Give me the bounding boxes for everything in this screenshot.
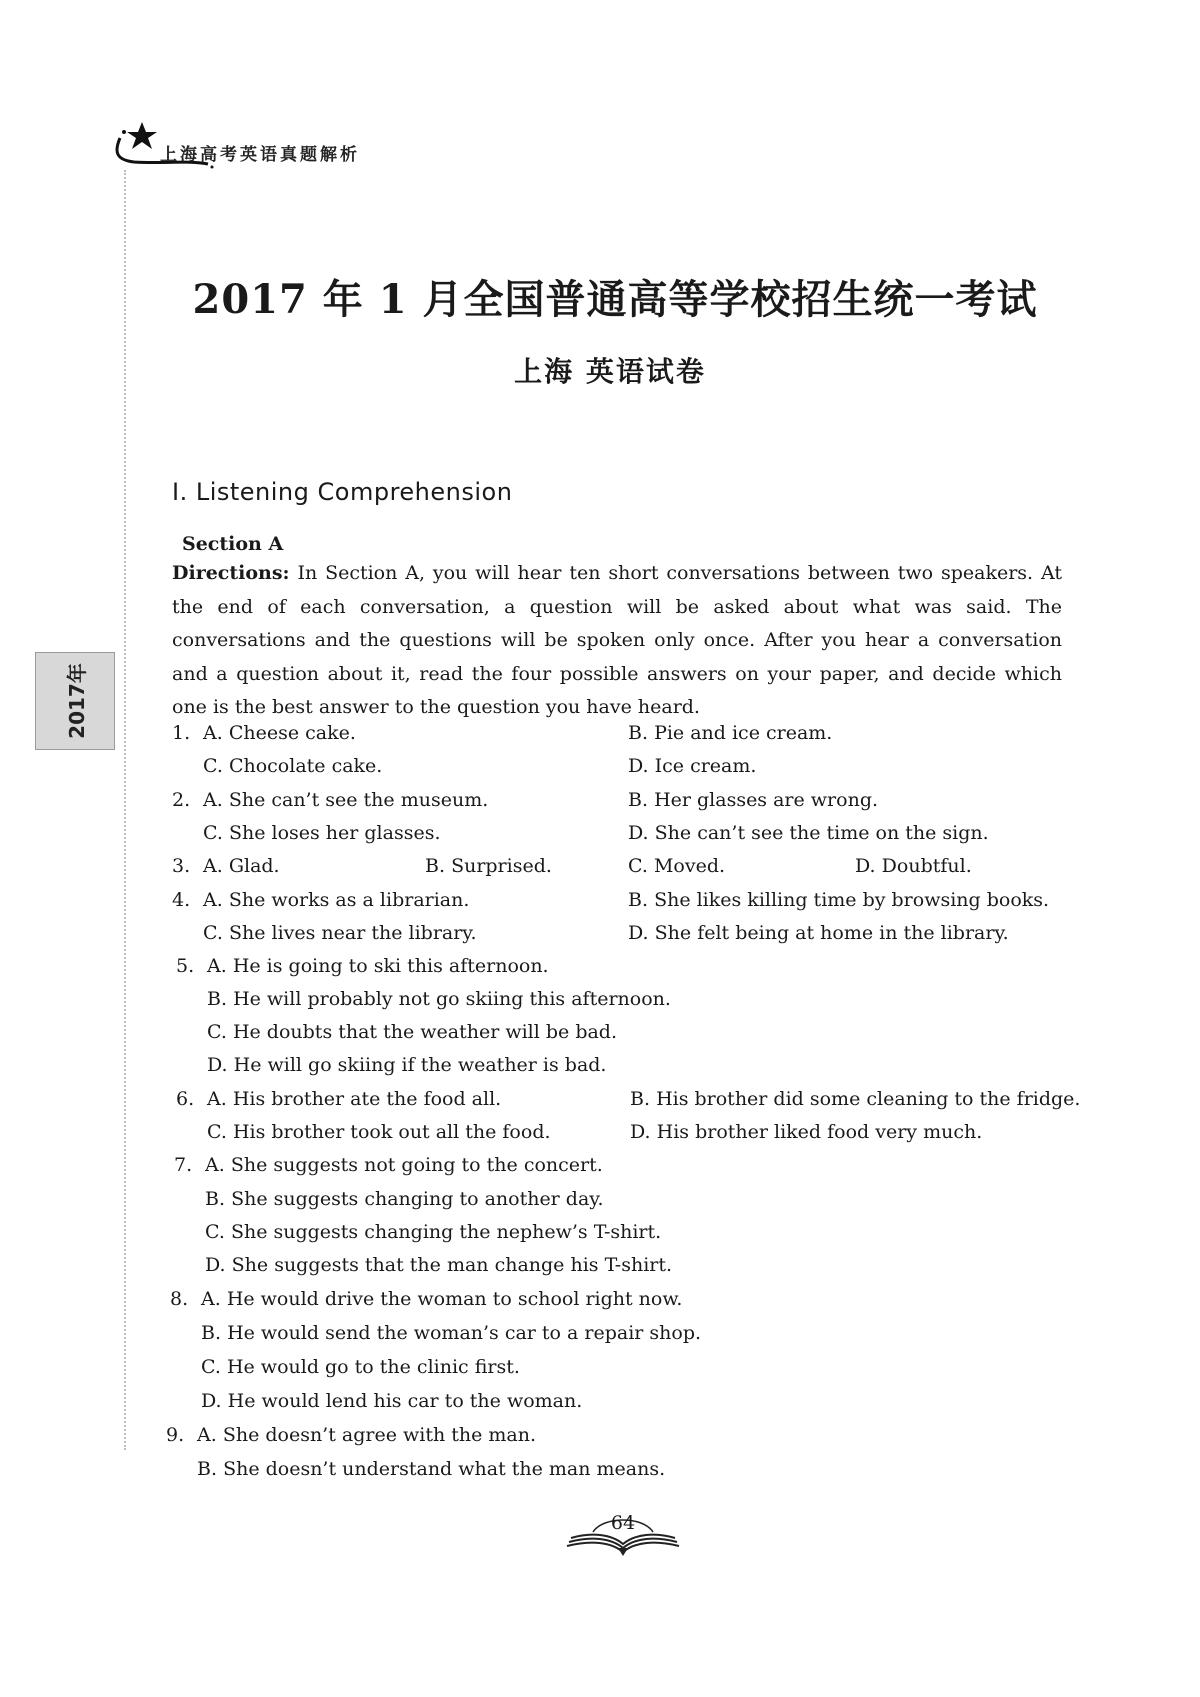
directions-text: In Section A, you will hear ten short conversations between two speakers. At the end of each conversation, a question will be asked about what was said. The conversations and the questions will be spoken only once. After you hear a conversation and a question about it, read the four possible answers on your paper, and decide which one is the best answer to the question you have heard. [172, 562, 1062, 718]
section-title: Section A [182, 533, 284, 555]
option: A. He would drive the woman to school right now. [201, 1288, 683, 1310]
option: A. She suggests not going to the concert. [205, 1154, 603, 1176]
option: B. Pie and ice cream. [628, 722, 833, 744]
series-title: 上海高考英语真题解析 [160, 145, 360, 165]
option: D. She felt being at home in the library. [628, 922, 1009, 944]
option: C. He would go to the clinic first. [201, 1356, 520, 1378]
series-header [112, 118, 432, 188]
question-number: 7. [174, 1154, 193, 1176]
option: C. She suggests changing the nephew’s T-shirt. [205, 1221, 662, 1243]
option: B. She suggests changing to another day. [205, 1188, 604, 1210]
directions-label: Directions: [172, 562, 290, 584]
page-number: 64 [610, 1512, 636, 1534]
option: A. Glad. [203, 855, 280, 877]
option: C. He doubts that the weather will be bad. [207, 1021, 618, 1043]
option: D. She suggests that the man change his T-shirt. [205, 1254, 673, 1276]
question-number: 5. [176, 955, 195, 977]
exam-subtitle: 上海 英语试卷 [514, 355, 706, 388]
question-number: 9. [166, 1424, 185, 1446]
exam-title: 2017 年 1 月全国普通高等学校招生统一考试 [192, 276, 1038, 323]
option: D. Doubtful. [855, 855, 972, 877]
option: A. She works as a librarian. [203, 889, 470, 911]
option: D. He would lend his car to the woman. [201, 1390, 583, 1412]
option: D. Ice cream. [628, 755, 757, 777]
option: A. His brother ate the food all. [207, 1088, 502, 1110]
option: A. She can’t see the museum. [203, 789, 489, 811]
question-number: 1. [172, 722, 191, 744]
option: B. Her glasses are wrong. [628, 789, 879, 811]
part-title: I. Listening Comprehension [172, 478, 513, 506]
year-label: 2017年 [64, 663, 89, 739]
option: C. She loses her glasses. [203, 822, 441, 844]
question-number: 8. [170, 1288, 189, 1310]
option: B. She doesn’t understand what the man means. [197, 1458, 666, 1480]
option: B. His brother did some cleaning to the fridge. [630, 1088, 1081, 1110]
option: C. Chocolate cake. [203, 755, 383, 777]
option: A. He is going to ski this afternoon. [207, 955, 549, 977]
question-number: 6. [176, 1088, 195, 1110]
option: C. His brother took out all the food. [207, 1121, 551, 1143]
option: D. She can’t see the time on the sign. [628, 822, 989, 844]
option: D. He will go skiing if the weather is bad. [207, 1054, 607, 1076]
question-number: 3. [172, 855, 191, 877]
option: B. He will probably not go skiing this afternoon. [207, 988, 671, 1010]
option: B. He would send the woman’s car to a repair shop. [201, 1322, 702, 1344]
option: C. Moved. [628, 855, 726, 877]
option: A. Cheese cake. [203, 722, 356, 744]
question-number: 4. [172, 889, 191, 911]
option: B. She likes killing time by browsing books. [628, 889, 1050, 911]
question-number: 2. [172, 789, 191, 811]
page-number-badge [563, 1508, 693, 1558]
option: C. She lives near the library. [203, 922, 477, 944]
directions-paragraph [172, 557, 1062, 725]
option: B. Surprised. [425, 855, 552, 877]
option: A. She doesn’t agree with the man. [197, 1424, 537, 1446]
option: D. His brother liked food very much. [630, 1121, 983, 1143]
year-side-tab [35, 652, 115, 750]
